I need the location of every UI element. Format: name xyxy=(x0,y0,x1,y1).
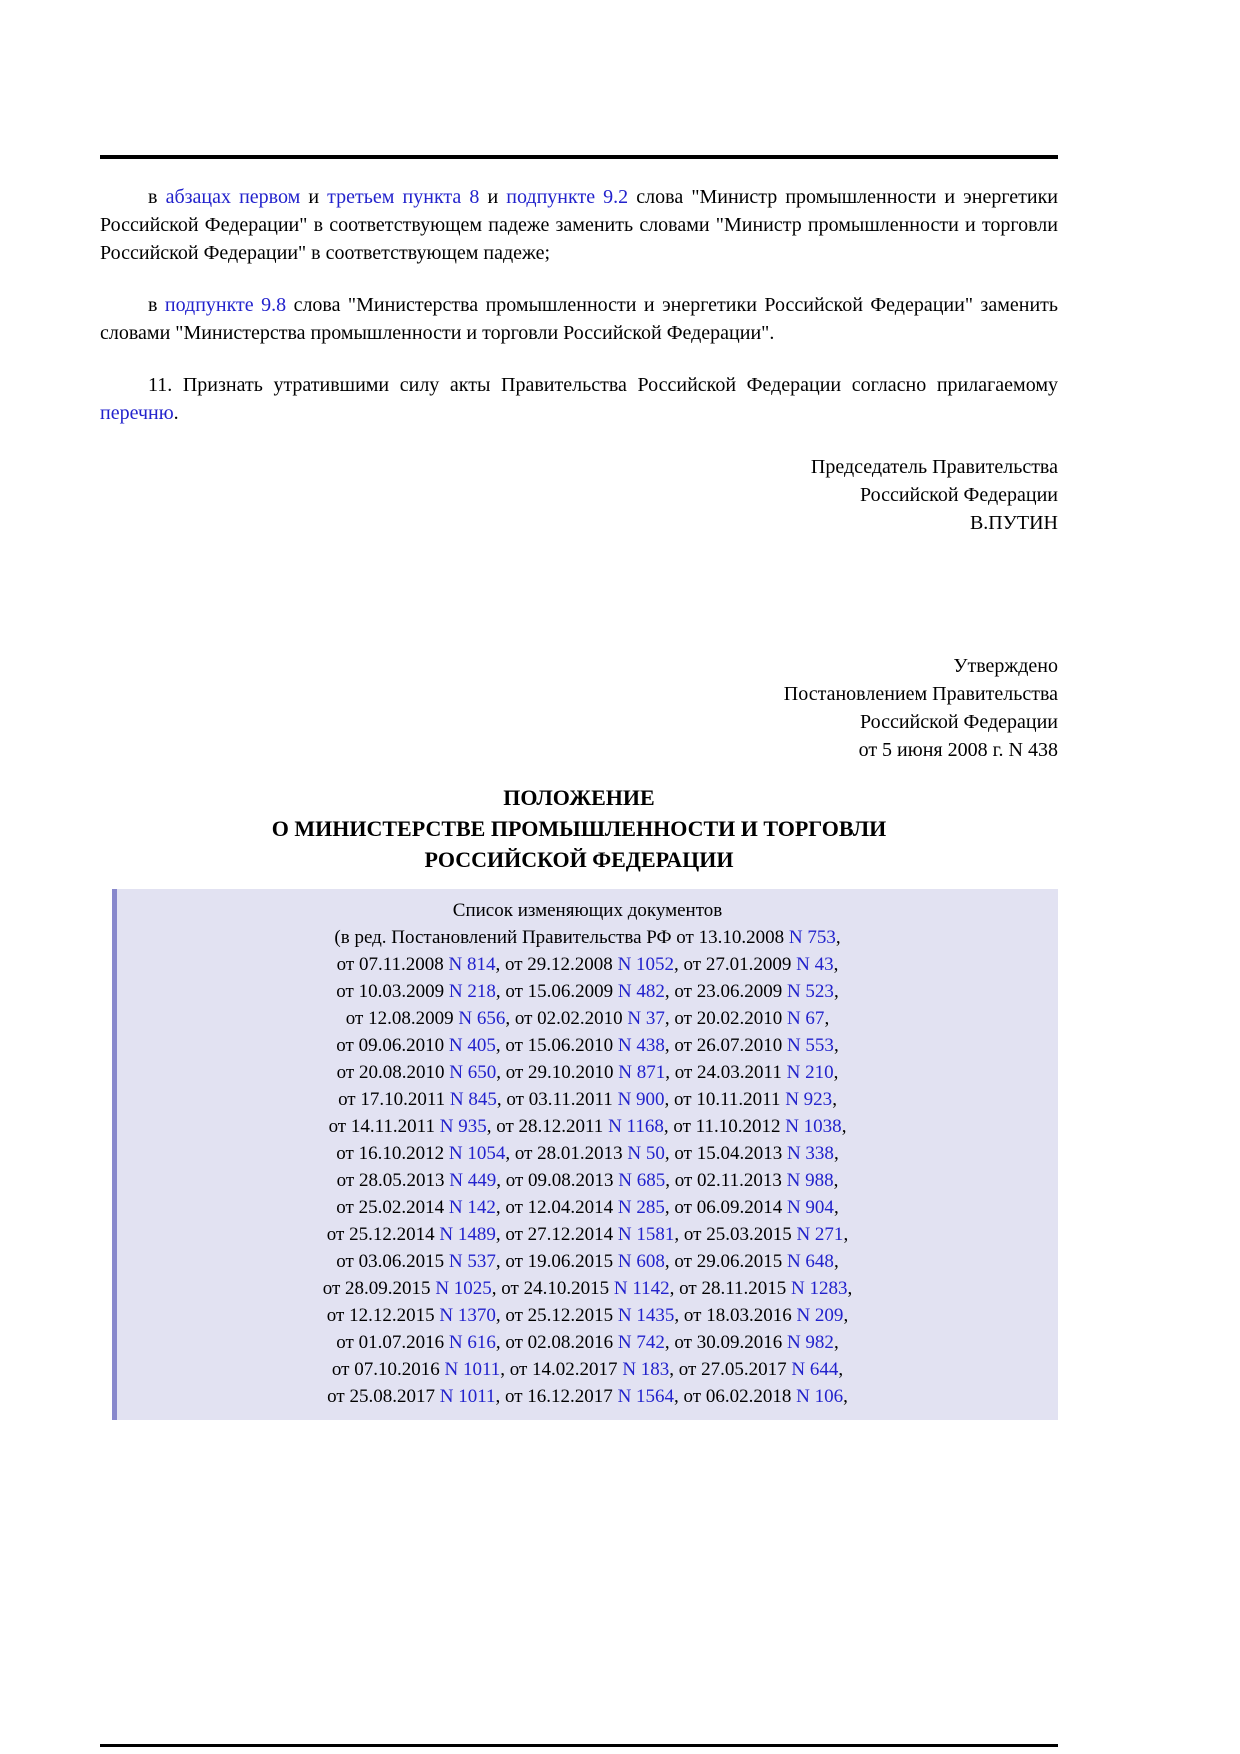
text-run: от 12.12.2015 xyxy=(326,1305,440,1326)
doc-link[interactable]: N 644 xyxy=(791,1359,839,1380)
document-title xyxy=(100,782,1058,875)
text-run: , от 16.12.2017 xyxy=(495,1386,618,1407)
doc-link[interactable]: N 553 xyxy=(786,1035,834,1056)
text-run: слова "Министр промышленности и энергетики Российской Федерации" в соответствующем падеже заменить словами "Министр промышленности и торговли Российской Федерации" в соответствующем падеже; xyxy=(100,186,1059,264)
text-run: , от 27.12.2014 xyxy=(495,1224,618,1245)
text-run: от 16.10.2012 xyxy=(336,1143,449,1164)
doc-link[interactable]: N 1370 xyxy=(439,1305,496,1326)
doc-link[interactable]: N 271 xyxy=(796,1224,844,1245)
amendment-line xyxy=(127,951,1048,978)
text-run: , xyxy=(838,1359,844,1380)
text-run: от 07.10.2016 xyxy=(331,1359,445,1380)
amendment-line xyxy=(127,1248,1048,1275)
text-run: от 14.11.2011 xyxy=(328,1116,440,1137)
paragraph-item-11 xyxy=(100,371,1058,427)
doc-link[interactable]: N 742 xyxy=(617,1332,665,1353)
text-run: , xyxy=(847,1278,853,1299)
text-run: , от 14.02.2017 xyxy=(500,1359,623,1380)
amendments-lines xyxy=(127,924,1048,1410)
doc-link[interactable]: N 1011 xyxy=(439,1386,496,1407)
doc-link[interactable]: N 405 xyxy=(448,1035,496,1056)
text-run: , от 06.09.2014 xyxy=(664,1197,787,1218)
text-run: , от 28.12.2011 xyxy=(486,1116,609,1137)
text-run: от 09.06.2010 xyxy=(336,1035,449,1056)
document-content xyxy=(100,155,1058,1420)
paragraph-amendment-point-8 xyxy=(100,183,1058,267)
doc-link[interactable]: N 1489 xyxy=(439,1224,496,1245)
paragraph-amendment-point-9-8 xyxy=(100,291,1058,347)
doc-link[interactable]: N 923 xyxy=(785,1089,833,1110)
text-run: , от 10.11.2011 xyxy=(664,1089,786,1110)
signature-line-position: Председатель Правительства xyxy=(810,456,1058,478)
doc-link[interactable]: N 106 xyxy=(796,1386,844,1407)
text-run: от 25.12.2014 xyxy=(326,1224,440,1245)
text-run: . xyxy=(173,402,179,424)
doc-link[interactable]: N 449 xyxy=(449,1170,497,1191)
doc-link[interactable]: N 648 xyxy=(786,1251,834,1272)
amendment-line xyxy=(127,1383,1048,1410)
doc-link[interactable]: N 900 xyxy=(617,1089,665,1110)
doc-link[interactable]: N 982 xyxy=(786,1332,834,1353)
doc-link[interactable]: N 218 xyxy=(448,981,496,1002)
text-run: в xyxy=(148,294,165,316)
text-run: и xyxy=(479,186,507,208)
text-run: , xyxy=(824,1008,830,1029)
approval-line-approved: Утверждено xyxy=(953,655,1058,677)
doc-link[interactable]: N 523 xyxy=(786,981,834,1002)
text-run: от 07.11.2008 xyxy=(336,954,449,975)
text-run: , от 27.05.2017 xyxy=(669,1359,792,1380)
text-run: , xyxy=(833,954,839,975)
text-run: и xyxy=(300,186,328,208)
doc-link[interactable]: N 871 xyxy=(618,1062,666,1083)
amendment-line xyxy=(127,1005,1048,1032)
amendment-line xyxy=(127,978,1048,1005)
doc-link[interactable]: N 67 xyxy=(786,1008,825,1029)
doc-link[interactable]: N 210 xyxy=(786,1062,834,1083)
text-run: , xyxy=(833,1143,839,1164)
doc-link[interactable]: N 1054 xyxy=(448,1143,506,1164)
text-run: , от 03.11.2011 xyxy=(496,1089,618,1110)
text-run: от 01.07.2016 xyxy=(336,1332,449,1353)
amendment-line xyxy=(127,1032,1048,1059)
text-run: , от 26.07.2010 xyxy=(664,1035,787,1056)
amendment-line xyxy=(127,1221,1048,1248)
amendment-line xyxy=(127,1113,1048,1140)
signature-block xyxy=(100,453,1058,537)
text-run: от 28.09.2015 xyxy=(322,1278,436,1299)
doc-link[interactable]: N 1435 xyxy=(617,1305,675,1326)
document-title-line-2: О МИНИСТЕРСТВЕ ПРОМЫШЛЕННОСТИ И ТОРГОВЛИ xyxy=(271,816,887,841)
doc-link[interactable]: N 1581 xyxy=(617,1224,675,1245)
amendment-line xyxy=(127,1194,1048,1221)
text-run: от 25.08.2017 xyxy=(327,1386,440,1407)
text-run: в xyxy=(148,186,166,208)
text-run: , от 19.06.2015 xyxy=(495,1251,618,1272)
header-rule xyxy=(100,155,1058,159)
amendments-box-title: Список изменяющих документов xyxy=(452,900,723,921)
footer-rule xyxy=(100,1744,1058,1747)
amendment-line xyxy=(127,1059,1048,1086)
doc-link[interactable]: N 338 xyxy=(786,1143,834,1164)
text-run: , от 30.09.2016 xyxy=(664,1332,787,1353)
text-run: от 17.10.2011 xyxy=(338,1089,450,1110)
text-run: , от 28.01.2013 xyxy=(505,1143,628,1164)
amendment-line xyxy=(127,1356,1048,1383)
text-run: , от 09.08.2013 xyxy=(496,1170,619,1191)
doc-link[interactable]: N 935 xyxy=(439,1116,487,1137)
text-run: от 03.06.2015 xyxy=(336,1251,449,1272)
doc-link[interactable]: N 183 xyxy=(622,1359,670,1380)
text-run: , xyxy=(841,1116,847,1137)
doc-link[interactable]: третьем пункта 8 xyxy=(327,186,480,208)
text-run: , от 15.06.2009 xyxy=(495,981,618,1002)
doc-link[interactable]: N 904 xyxy=(786,1197,834,1218)
text-run: , xyxy=(835,927,841,948)
amendment-line xyxy=(127,1140,1048,1167)
text-run: , от 25.12.2015 xyxy=(495,1305,618,1326)
text-run: , от 12.04.2014 xyxy=(495,1197,618,1218)
doc-link[interactable]: N 43 xyxy=(796,954,834,975)
text-run: от 12.08.2009 xyxy=(345,1008,459,1029)
text-run: 11. Признать утратившими силу акты Правительства Российской Федерации согласно прилагаемому xyxy=(148,374,1058,396)
text-run: , xyxy=(833,1197,839,1218)
text-run: , xyxy=(833,1170,839,1191)
doc-link[interactable]: N 1142 xyxy=(613,1278,670,1299)
text-run: , xyxy=(843,1224,849,1245)
text-run: , xyxy=(833,1251,839,1272)
text-run: , от 20.02.2010 xyxy=(664,1008,787,1029)
text-run: , от 23.06.2009 xyxy=(664,981,787,1002)
doc-link[interactable]: перечню xyxy=(100,402,174,424)
text-run: , от 18.03.2016 xyxy=(674,1305,797,1326)
text-run: , от 29.12.2008 xyxy=(495,954,618,975)
amendment-line xyxy=(127,1329,1048,1356)
doc-link[interactable]: N 37 xyxy=(627,1008,665,1029)
doc-link[interactable]: N 438 xyxy=(617,1035,665,1056)
text-run: , от 27.01.2009 xyxy=(674,954,797,975)
text-run: от 20.08.2010 xyxy=(336,1062,450,1083)
approval-line-country: Российской Федерации xyxy=(859,711,1058,733)
text-run: от 10.03.2009 xyxy=(336,981,449,1002)
text-run: , от 02.08.2016 xyxy=(495,1332,618,1353)
text-run: , от 24.10.2015 xyxy=(491,1278,614,1299)
doc-link[interactable]: N 656 xyxy=(458,1008,506,1029)
document-title-line-3: РОССИЙСКОЙ ФЕДЕРАЦИИ xyxy=(424,847,734,872)
text-run: , от 29.10.2010 xyxy=(496,1062,619,1083)
text-run: , от 11.10.2012 xyxy=(663,1116,786,1137)
text-run: (в ред. Постановлений Правительства РФ от 13.10.2008 xyxy=(334,927,789,948)
amendment-line xyxy=(127,1086,1048,1113)
doc-link[interactable]: N 1564 xyxy=(617,1386,675,1407)
text-run: , от 06.02.2018 xyxy=(674,1386,797,1407)
doc-link[interactable]: N 753 xyxy=(788,927,836,948)
doc-link[interactable]: N 608 xyxy=(617,1251,665,1272)
doc-link[interactable]: N 845 xyxy=(449,1089,497,1110)
doc-link[interactable]: N 1283 xyxy=(791,1278,848,1299)
doc-link[interactable]: N 50 xyxy=(627,1143,665,1164)
text-run: , от 29.06.2015 xyxy=(664,1251,787,1272)
signature-line-country: Российской Федерации xyxy=(859,484,1058,506)
text-run: от 25.02.2014 xyxy=(336,1197,449,1218)
doc-link[interactable]: N 285 xyxy=(617,1197,665,1218)
text-run: , xyxy=(833,1062,839,1083)
text-run: , от 28.11.2015 xyxy=(669,1278,791,1299)
doc-link[interactable]: N 142 xyxy=(448,1197,496,1218)
approval-line-resolution: Постановлением Правительства xyxy=(783,683,1058,705)
approval-block xyxy=(100,652,1058,764)
doc-link[interactable]: N 537 xyxy=(448,1251,496,1272)
text-run: , от 15.06.2010 xyxy=(495,1035,618,1056)
doc-link[interactable]: подпункте 9.8 xyxy=(164,294,287,316)
doc-link[interactable]: N 650 xyxy=(449,1062,497,1083)
doc-link[interactable]: N 1025 xyxy=(435,1278,492,1299)
doc-link[interactable]: N 685 xyxy=(618,1170,666,1191)
signature-line-name: В.ПУТИН xyxy=(969,512,1058,534)
doc-link[interactable]: N 1052 xyxy=(617,954,675,975)
doc-link[interactable]: N 209 xyxy=(796,1305,844,1326)
doc-link[interactable]: абзацах первом xyxy=(165,186,301,208)
doc-link[interactable]: N 1038 xyxy=(785,1116,842,1137)
text-run: , xyxy=(843,1386,848,1407)
text-run: , xyxy=(843,1305,849,1326)
amendments-box xyxy=(112,889,1058,1420)
text-run: слова "Министерства промышленности и энергетики Российской Федерации" заменить словами "Министерства промышленности и торговли Российской Федерации". xyxy=(100,294,1059,344)
text-run: , xyxy=(833,1332,839,1353)
document-title-line-1: ПОЛОЖЕНИЕ xyxy=(503,785,655,810)
doc-link[interactable]: N 616 xyxy=(448,1332,496,1353)
approval-line-date-number: от 5 июня 2008 г. N 438 xyxy=(858,739,1058,761)
doc-link[interactable]: N 1011 xyxy=(444,1359,501,1380)
doc-link[interactable]: подпункте 9.2 xyxy=(506,186,629,208)
amendment-line xyxy=(127,1275,1048,1302)
amendment-line xyxy=(127,1167,1048,1194)
text-run: , xyxy=(833,1035,839,1056)
amendment-line xyxy=(127,924,1048,951)
text-run: от 28.05.2013 xyxy=(336,1170,450,1191)
doc-link[interactable]: N 814 xyxy=(448,954,496,975)
text-run: , xyxy=(832,1089,837,1110)
text-run: , от 02.11.2013 xyxy=(665,1170,787,1191)
text-run: , от 15.04.2013 xyxy=(664,1143,787,1164)
text-run: , xyxy=(833,981,839,1002)
amendment-line xyxy=(127,1302,1048,1329)
text-run: , от 02.02.2010 xyxy=(505,1008,628,1029)
doc-link[interactable]: N 988 xyxy=(786,1170,834,1191)
doc-link[interactable]: N 1168 xyxy=(608,1116,664,1137)
doc-link[interactable]: N 482 xyxy=(617,981,665,1002)
text-run: , от 24.03.2011 xyxy=(665,1062,787,1083)
text-run: , от 25.03.2015 xyxy=(674,1224,797,1245)
